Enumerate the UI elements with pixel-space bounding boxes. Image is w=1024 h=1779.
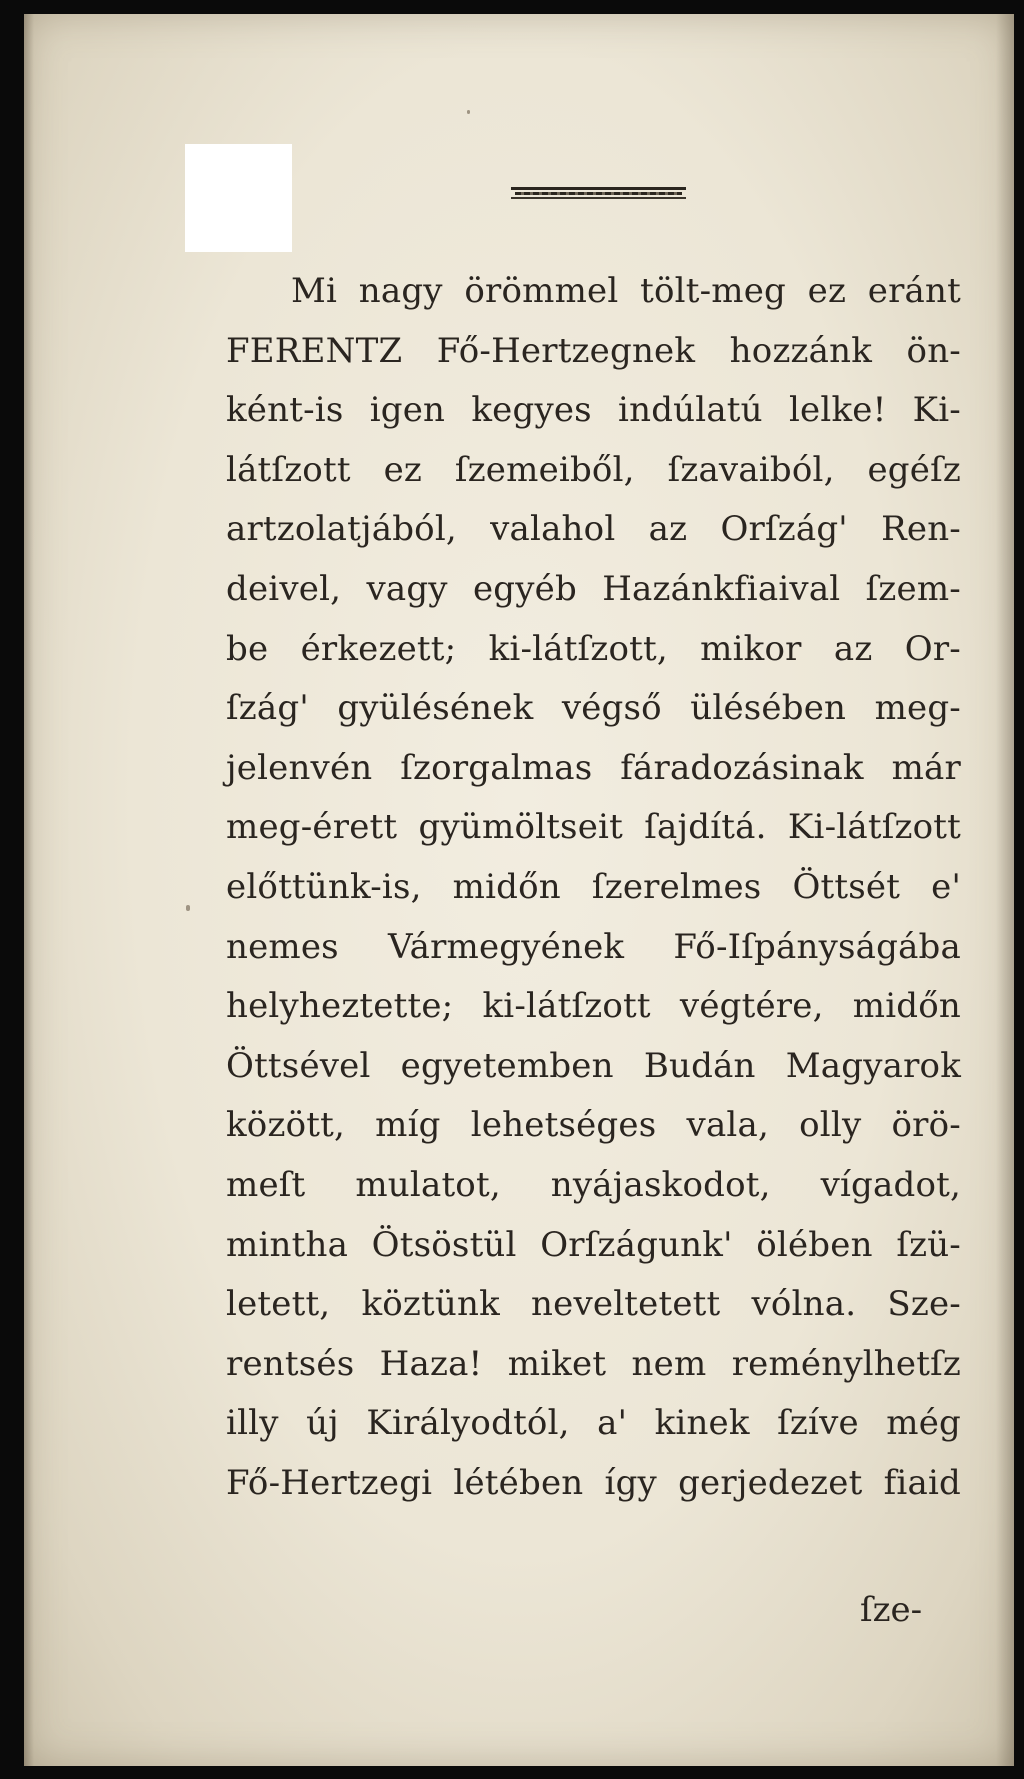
text-line: meſt mulatot, nyájaskodot, vígadot, <box>226 1164 961 1205</box>
text-line: rentsés Haza! miket nem reménylhetſz <box>226 1343 961 1384</box>
text-line: Öttsével egyetemben Budán Magyarok <box>226 1045 961 1086</box>
text-line: nemes Vármegyének Fő-Iſpányságába <box>226 926 961 967</box>
page-shadow-left <box>24 14 34 1766</box>
text-line: deivel, vagy egyéb Hazánkfiaival ſzem- <box>226 568 961 609</box>
page-shadow-right <box>996 14 1014 1766</box>
text-line: mintha Ötsöstül Orſzágunk' ölében ſzü- <box>226 1224 961 1265</box>
text-line: artzolatjából, valahol az Orſzág' Ren- <box>226 509 961 550</box>
text-line: ként-is igen kegyes indúlatú lelke! Ki- <box>226 390 961 431</box>
ornament-bar-middle <box>515 192 682 195</box>
text-line: helyheztette; ki-látſzott végtére, midőn <box>226 986 961 1027</box>
text-line: jelenvén ſzorgalmas fáradozásinak már <box>226 747 961 788</box>
paper-speck <box>467 110 470 114</box>
redaction-block <box>185 144 292 252</box>
text-line: között, míg lehetséges vala, olly örö- <box>226 1105 961 1146</box>
text-line: FERENTZ Fő-Hertzegnek hozzánk ön- <box>226 330 961 371</box>
ornament-bar-bottom <box>511 197 686 199</box>
header-ornament-rule <box>511 187 686 199</box>
text-line: Fő-Hertzegi létében így gerjedezet fiaid <box>226 1462 961 1503</box>
body-text <box>226 262 961 1513</box>
text-line: illy új Királyodtól, a' kinek ſzíve még <box>226 1403 961 1444</box>
text-line: meg-érett gyümöltseit ſajdítá. Ki-látſzott <box>226 807 961 848</box>
catchword: ſze- <box>860 1590 923 1630</box>
text-line: Mi nagy örömmel tölt-meg ez eránt <box>291 271 961 311</box>
text-line: be érkezett; ki-látſzott, mikor az Or- <box>226 628 961 669</box>
text-line: ſzág' gyülésének végső ülésében meg- <box>226 688 961 729</box>
ornament-bar-top <box>511 187 686 190</box>
text-line: előttünk-is, midőn ſzerelmes Öttsét e' <box>226 866 961 907</box>
text-line: letett, köztünk neveltetett vólna. Sze- <box>226 1284 961 1325</box>
text-line: látſzott ez ſzemeiből, ſzavaiból, egéſz <box>226 449 961 490</box>
paper-speck <box>186 905 190 911</box>
